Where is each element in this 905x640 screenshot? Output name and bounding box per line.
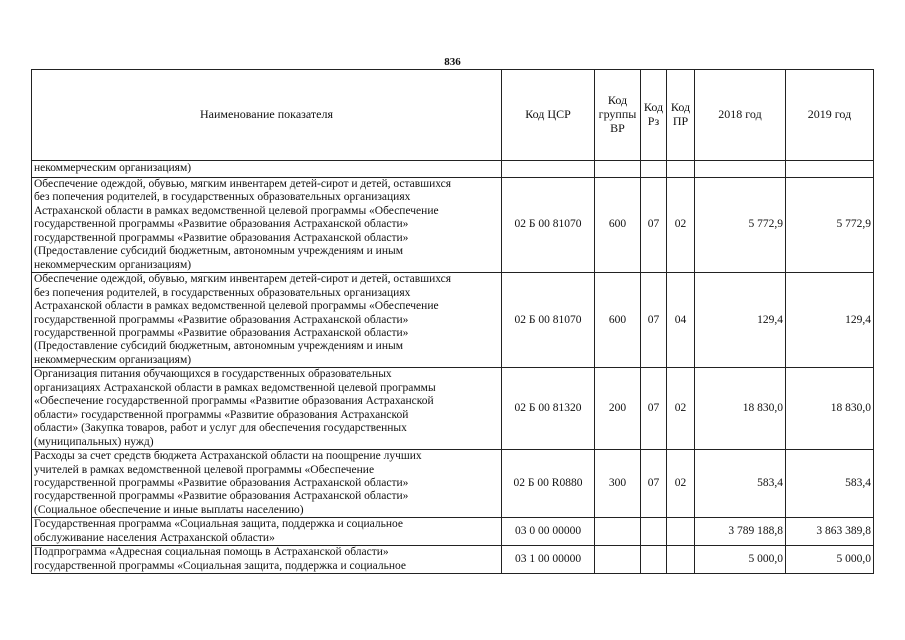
row-name: Обеспечение одеждой, обувью, мягким инвентарем детей-сирот и детей, оставшихся без попечения родителей, в государственных образовательных организациях Астраханской области в рамках ведомственной целевой программы «Обеспечение государственной программы «Развитие образования Астраханской области» государственной программы «Развитие образования Астраханской области» (Предоставление субсидий бюджетным, автономным учреждениям и иным некоммерческим организациям) — [32, 178, 502, 273]
row-pr: 04 — [667, 273, 695, 368]
row-2018: 583,4 — [695, 450, 786, 518]
table-row — [32, 161, 874, 178]
row-2019 — [786, 161, 874, 178]
header-rz: Код Рз — [641, 70, 667, 161]
row-rz: 07 — [641, 450, 667, 518]
row-name: некоммерческим организациям) — [32, 161, 502, 178]
row-name: Расходы за счет средств бюджета Астраханской области на поощрение лучших учителей в рамках ведомственной целевой программы «Обеспечение государственной программы «Развитие образования Астраханской области» государственной программы «Развитие образования Астраханской области» (Социальное обеспечение и иные выплаты населению) — [32, 450, 502, 518]
row-name: Государственная программа «Социальная защита, поддержка и социальное обслуживание населения Астраханской области» — [32, 518, 502, 546]
row-rz: 07 — [641, 368, 667, 450]
row-2019: 5 000,0 — [786, 546, 874, 574]
row-2019: 5 772,9 — [786, 178, 874, 273]
row-vr — [595, 518, 641, 546]
row-rz: 07 — [641, 273, 667, 368]
row-pr — [667, 546, 695, 574]
row-name: Подпрограмма «Адресная социальная помощь в Астраханской области» государственной программы «Социальная защита, поддержка и социальное — [32, 546, 502, 574]
row-2018 — [695, 161, 786, 178]
row-2019: 129,4 — [786, 273, 874, 368]
row-csr: 02 Б 00 81070 — [502, 273, 595, 368]
row-vr — [595, 546, 641, 574]
row-csr — [502, 161, 595, 178]
header-2018: 2018 год — [695, 70, 786, 161]
row-csr: 03 0 00 00000 — [502, 518, 595, 546]
row-csr: 02 Б 00 R0880 — [502, 450, 595, 518]
budget-table — [31, 69, 874, 574]
row-2018: 5 772,9 — [695, 178, 786, 273]
table-header-row — [32, 70, 874, 161]
row-2019: 18 830,0 — [786, 368, 874, 450]
row-pr: 02 — [667, 178, 695, 273]
row-csr: 02 Б 00 81070 — [502, 178, 595, 273]
row-2018: 129,4 — [695, 273, 786, 368]
row-2018: 5 000,0 — [695, 546, 786, 574]
table-row — [32, 450, 874, 518]
row-vr: 300 — [595, 450, 641, 518]
table-row — [32, 178, 874, 273]
row-rz — [641, 546, 667, 574]
table-row — [32, 273, 874, 368]
row-2019: 3 863 389,8 — [786, 518, 874, 546]
row-vr: 600 — [595, 273, 641, 368]
header-2019: 2019 год — [786, 70, 874, 161]
row-vr — [595, 161, 641, 178]
table-row — [32, 368, 874, 450]
header-pr: Код ПР — [667, 70, 695, 161]
row-rz — [641, 161, 667, 178]
row-csr: 02 Б 00 81320 — [502, 368, 595, 450]
row-vr: 600 — [595, 178, 641, 273]
row-2018: 18 830,0 — [695, 368, 786, 450]
table-row — [32, 518, 874, 546]
header-name: Наименование показателя — [32, 70, 502, 161]
row-csr: 03 1 00 00000 — [502, 546, 595, 574]
page-number: 836 — [444, 56, 461, 68]
header-vr: Код группы ВР — [595, 70, 641, 161]
table-row — [32, 546, 874, 574]
row-rz — [641, 518, 667, 546]
row-name: Обеспечение одеждой, обувью, мягким инвентарем детей-сирот и детей, оставшихся без попечения родителей, в государственных образовательных организациях Астраханской области в рамках ведомственной целевой программы «Обеспечение государственной программы «Развитие образования Астраханской области» государственной программы «Развитие образования Астраханской области» (Предоставление субсидий бюджетным, автономным учреждениям и иным некоммерческим организациям) — [32, 273, 502, 368]
header-csr: Код ЦСР — [502, 70, 595, 161]
row-2019: 583,4 — [786, 450, 874, 518]
row-pr — [667, 518, 695, 546]
row-pr — [667, 161, 695, 178]
row-2018: 3 789 188,8 — [695, 518, 786, 546]
row-pr: 02 — [667, 368, 695, 450]
row-name: Организация питания обучающихся в государственных образовательных организациях Астраханской области в рамках ведомственной целевой программы «Обеспечение государственной программы «Развитие образования Астраханской области» государственной программы «Развитие образования Астраханской области» (Закупка товаров, работ и услуг для обеспечения государственных (муниципальных) нужд) — [32, 368, 502, 450]
row-rz: 07 — [641, 178, 667, 273]
row-vr: 200 — [595, 368, 641, 450]
row-pr: 02 — [667, 450, 695, 518]
